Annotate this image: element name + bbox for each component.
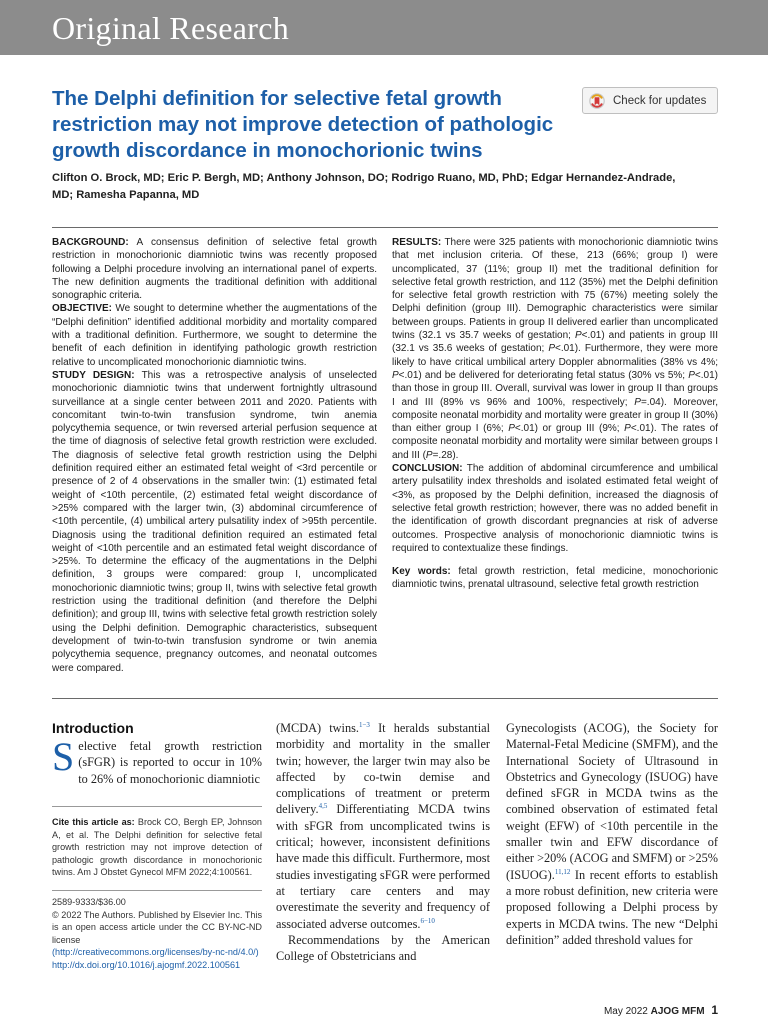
- doi-link[interactable]: http://dx.doi.org/10.1016/j.ajogmf.2022.100561: [52, 959, 241, 970]
- citation-box: [52, 816, 262, 879]
- intro-column-2: [276, 720, 490, 964]
- drop-cap: S: [52, 734, 75, 779]
- introduction-heading: Introduction: [52, 720, 134, 736]
- abstract-top-rule: [52, 227, 718, 228]
- cite-this-article: Cite this article as: Brock CO, Bergh EP, Johnson A, et al. The Delphi definition for selective fetal growth restriction may not improve detection of pathologic growth discordance in monochorionic twins. Am J Obstet Gynecol MFM 2022;4:100561.: [52, 817, 262, 878]
- abstract-bottom-rule: [52, 698, 718, 699]
- intro-column-1: [52, 734, 262, 787]
- journal-name: AJOG MFM: [650, 1006, 705, 1017]
- bookmark-refresh-icon: [589, 93, 605, 109]
- author-list: Clifton O. Brock, MD; Eric P. Bergh, MD; Anthony Johnson, DO; Rodrigo Ruano, MD, PhD; Edgar Hernandez-Andrade, MD; Ramesha Papanna, MD: [52, 172, 676, 201]
- abstract-column-left: [52, 236, 377, 675]
- intro-paragraph-2: Recommendations by the American College of Obstetricians and: [276, 932, 490, 964]
- page-number: 1: [711, 1003, 718, 1017]
- reference-link[interactable]: 6−10: [420, 916, 435, 925]
- reference-link[interactable]: 4,5: [318, 802, 328, 811]
- license-box: [52, 896, 262, 972]
- abstract-study-design: STUDY DESIGN: This was a retrospective analysis of unselected monochorionic diamniotic twins that underwent fortnightly ultrasound surveillance at a single center between 2011 and 2020. Patients with concomitant twin-to-twin transfusion syndrome, twin anemia polycythemia sequence, or twin reversed arterial perfusion sequence at the time of diagnosis of selective fetal growth restriction were excluded. The diagnosis of selective fetal growth restriction using the Delphi definition required either an estimated fetal weight of <3rd percentile or presence of 2 of 4 observations in the smaller twin: (1) estimated fetal weight of <10th percentile, (2) estimated fetal weight discordance of >25% compared with the larger twin, (3) abdominal circumference of <10th percentile, (4) umbilical artery pulsatility index of >95th percentile. Diagnosis using the traditional definition required an estimated fetal weight of <10th percentile and an estimated fetal weight discordance of >25%. To determine the efficacy of the augmentations in the Delphi definition, 3 groups were compared: group I, uncomplicated monochorionic diamniotic twins; group II, twins with selective fetal growth restriction using the traditional definition (and therefore the Delphi definition); and group III, twins with selective fetal growth restriction solely using the Delphi definition. Demographic characteristics, subsequent development of twin-to-twin transfusion syndrome or twin anemia polycythemia sequence, pregnancy outcomes, and neonatal outcomes were compared.: [52, 369, 377, 674]
- intro-paragraph-1: Selective fetal growth restriction (sFGR) is reported to occur in 10% to 26% of monochorionic diamniotic: [52, 734, 262, 786]
- abstract-column-right: [392, 236, 718, 592]
- check-updates-button[interactable]: [582, 87, 718, 114]
- intro-paragraph-1-cont: (MCDA) twins.$^{1-3}$ It heralds substantial morbidity and mortality in the smaller twin; however, the larger twin may also be affected by co-twin demise and complications of treatment or preterm delivery.$^{4,5}$ Differentiating MCDA twins with sFGR from uncomplicated twins is critical; however, inconsistent definitions have made this difficult. Furthermore, most studies investigating sFGR were performed at tertiary care centers and may overestimate the severity and frequency of associated adverse outcomes.$^{6-10}$: [276, 720, 490, 931]
- abstract-objective: OBJECTIVE: We sought to determine whether the augmentations of the “Delphi definition” identified additional morbidity and mortality compared with a traditional definition. Furthermore, we sought to determine the benefit of each definition in identifying pathologic growth restriction relative to uncomplicated monochorionic diamniotic twins.: [52, 303, 378, 368]
- abstract-results: RESULTS: There were 325 patients with monochorionic diamniotic twins that met inclusion criteria. Of these, 213 (66%; group I) were uncomplicated, 37 (11%; group II) met the traditional definition for selective fetal growth restriction, and 112 (35%) met the Delphi definition for selective fetal growth restriction with 75 (67%) meeting solely the Delphi definition (group III). Demographic characteristics were similar between groups. Patients in group II delivered earlier than uncomplicated twins (32.1 vs 35.7 weeks of gestation; P<.01) and patients in group III (32.1 vs 35.6 weeks of gestation; P<.01). Furthermore, they were more likely to have critical umbilical artery Doppler abnormalities (38% vs 4%; P<.01) and be delivered for deteriorating fetal status (30% vs 5%; P<.01) than those in group III. Overall, survival was lower in group II than groups I and III (89% vs 96% and 100%, respectively; P=.04). Moreover, composite neonatal morbidity and mortality were greater in group II (30%) than either group I (6%; P<.01) or group III (9%; P<.01). The rates of composite neonatal morbidity and mortality were similar between groups I and III (P=.28).: [392, 237, 719, 461]
- license-link[interactable]: (http://creativecommons.org/licenses/by-nc-nd/4.0/): [52, 947, 259, 958]
- check-updates-label: Check for updates: [613, 94, 707, 107]
- license-text: © 2022 The Authors. Published by Elsevier Inc. This is an open access article under the CC BY-NC-ND license: [52, 909, 262, 945]
- abstract-background: BACKGROUND: A consensus definition of selective fetal growth restriction in monochorionic diamniotic twins was recently proposed following a Delphi procedure involving an international panel of experts. The new definition augments the traditional definition with additional sonographic criteria.: [52, 237, 377, 302]
- intro-column-3: [506, 720, 718, 948]
- section-label: Original Research: [52, 10, 290, 46]
- abstract-conclusion: CONCLUSION: The addition of abdominal circumference and umbilical artery pulsatility index thresholds and isolated estimated fetal weight of <3%, as proposed by the Delphi definition, increased the diagnosis of selective fetal growth restriction; however, there was no added benefit in the identification of growth discordant pregnancies at risk of adverse outcomes. Prospective analysis of monochorionic diamniotic twins is required to contextualize these findings.: [392, 463, 719, 554]
- section-banner: [0, 0, 768, 55]
- reference-link[interactable]: 11,12: [554, 867, 571, 876]
- cite-top-rule: [52, 806, 262, 807]
- article-title: The Delphi definition for selective fetal growth restriction may not improve detection of pathologic growth discordance in monochorionic twins: [52, 87, 554, 162]
- reference-link[interactable]: 1−3: [358, 720, 370, 729]
- issn: 2589-9333/$36.00: [52, 897, 126, 907]
- intro-paragraph-2-cont: Gynecologists (ACOG), the Society for Maternal-Fetal Medicine (SMFM), and the International Society of Ultrasound in Obstetrics and Gynecology (ISUOG) have defined sFGR in MCDA twins as the combined observation of estimated fetal weight (EFW) of <10th percentile in the smaller twin and EFW discordance of either >20% (ACOG and SMFM) or >25% (ISUOG).$^{11,12}$ In recent efforts to establish a more robust definition, new criteria were proposed following a Delphi process by experts in MCDA twins. The new “Delphi definition” added threshold values for: [506, 721, 718, 947]
- cite-middle-rule: [52, 890, 262, 891]
- issue-date: May 2022: [603, 1006, 648, 1017]
- abstract-keywords: Key words: fetal growth restriction, fetal medicine, monochorionic diamniotic twins, prenatal ultrasound, selective fetal growth restriction: [392, 566, 719, 591]
- page-footer: [604, 1003, 718, 1017]
